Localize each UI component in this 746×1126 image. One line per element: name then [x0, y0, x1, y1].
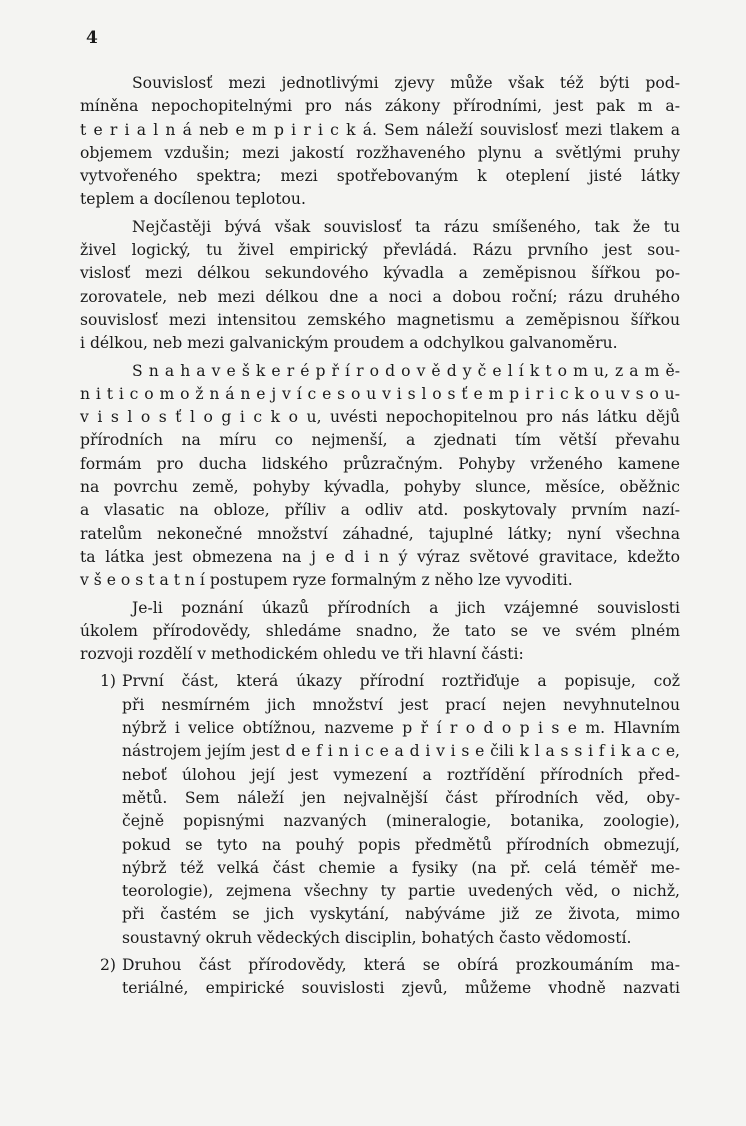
- text-line: formám pro ducha lidského průzračným. Pohyby vrženého kamene: [80, 454, 680, 473]
- text-line: úkolem přírodovědy, shledáme snadno, že tato se ve svém plném: [80, 621, 680, 640]
- text-line: mětů. Sem náleží jen nejvalnější část přírodních věd, oby-: [122, 788, 680, 807]
- text-line: v i s l o s ť l o g i c k o u, uvésti nepochopitelnou pro nás látku dějů: [80, 408, 680, 427]
- text-line: při nesmírném jich množství jest prací nejen nevyhnutelnou: [122, 695, 680, 714]
- text-line: čejně popisnými nazvaných (mineralogie, botanika, zoologie),: [122, 812, 680, 831]
- list-item: [80, 670, 680, 950]
- text-line: Nejčastěji bývá však souvislosť ta rázu smíšeného, tak že tu: [132, 217, 680, 236]
- text-line: nýbrž též velká část chemie a fysiky (na př. celá téměř me-: [122, 858, 680, 877]
- list-item-number: 2): [100, 955, 117, 974]
- text-line: teplem a docílenou teplotou.: [80, 190, 306, 209]
- text-line: Druhou část přírodovědy, která se obírá prozkoumáním ma-: [122, 955, 680, 974]
- page-text: [80, 72, 680, 1001]
- text-line: teriálné, empirické souvislosti zjevů, můžeme vhodně nazvati: [122, 979, 680, 998]
- text-line: nýbrž i velice obtížnou, nazveme p ř í r o d o p i s e m. Hlavním: [122, 719, 680, 738]
- text-line: n i t i c o m o ž n á n e j v í c e s o u v i s l o s ť e m p i r i c k o u v s o u-: [80, 384, 680, 403]
- text-line: vislosť mezi délkou sekundového kývadla a zeměpisnou šířkou po-: [80, 264, 680, 283]
- text-line: i délkou, neb mezi galvanickým proudem a odchylkou galvanoměru.: [80, 334, 618, 353]
- paragraph-3: [80, 360, 680, 593]
- text-line: Je-li poznání úkazů přírodních a jich vzájemné souvislosti: [132, 598, 680, 617]
- text-line: míněna nepochopitelnými pro nás zákony přírodními, jest pak m a-: [80, 97, 680, 116]
- text-line: t e r i a l n á neb e m p i r i c k á. Sem náleží souvislosť mezi tlakem a: [80, 120, 680, 139]
- list-item-number: 1): [100, 672, 117, 691]
- paragraph-2: [80, 216, 680, 356]
- text-line: neboť úlohou její jest vymezení a roztřídění přírodních před-: [122, 765, 680, 784]
- list-item: [80, 954, 680, 1001]
- text-line: pokud se tyto na pouhý popis předmětů přírodních obmezují,: [122, 835, 680, 854]
- text-line: soustavný okruh vědeckých disciplin, bohatých často vědomostí.: [122, 928, 632, 947]
- page-number: 4: [86, 28, 98, 48]
- text-line: v š e o s t a t n í postupem ryze formalným z něho lze vyvoditi.: [80, 571, 573, 590]
- text-line: První část, která úkazy přírodní roztřiďuje a popisuje, což: [122, 672, 680, 691]
- paragraph-1: [80, 72, 680, 212]
- text-line: zorovatele, neb mezi délkou dne a noci a dobou roční; rázu druhého: [80, 287, 680, 306]
- text-line: teorologie), zejmena všechny ty partie uvedených věd, o nichž,: [122, 882, 680, 901]
- text-line: souvislosť mezi intensitou zemského magnetismu a zeměpisnou šířkou: [80, 310, 680, 329]
- text-line: na povrchu země, pohyby kývadla, pohyby slunce, měsíce, oběžnic: [80, 478, 680, 497]
- text-line: objemem vzdušin; mezi jakostí rozžhaveného plynu a světlými pruhy: [80, 143, 680, 162]
- text-line: a vlasatic na obloze, příliv a odliv atd. poskytovaly prvním nazí-: [80, 501, 680, 520]
- text-line: S n a h a v e š k e r é p ř í r o d o v ě d y č e l í k t o m u, z a m ě-: [132, 361, 680, 380]
- text-line: nástrojem jejím jest d e f i n i c e a d i v i s e čili k l a s s i f i k a c e,: [122, 742, 680, 761]
- text-line: vytvořeného spektra; mezi spotřebovaným k oteplení jisté látky: [80, 167, 680, 186]
- text-line: rozvoji rozdělí v methodickém ohledu ve tři hlavní části:: [80, 645, 524, 664]
- text-line: ta látka jest obmezena na j e d i n ý výraz světové gravitace, kdežto: [80, 547, 680, 566]
- paragraph-4: [80, 597, 680, 667]
- text-line: při častém se jich vyskytání, nabýváme již ze života, mimo: [122, 905, 680, 924]
- numbered-list: [80, 670, 680, 1000]
- text-line: ratelům nekonečné množství záhadné, tajuplné látky; nyní všechna: [80, 524, 680, 543]
- text-line: přírodních na míru co nejmenší, a zjednati tím větší převahu: [80, 431, 680, 450]
- text-line: Souvislosť mezi jednotlivými zjevy může však též býti pod-: [132, 74, 680, 92]
- text-line: živel logický, tu živel empirický převládá. Rázu prvního jest sou-: [80, 241, 680, 260]
